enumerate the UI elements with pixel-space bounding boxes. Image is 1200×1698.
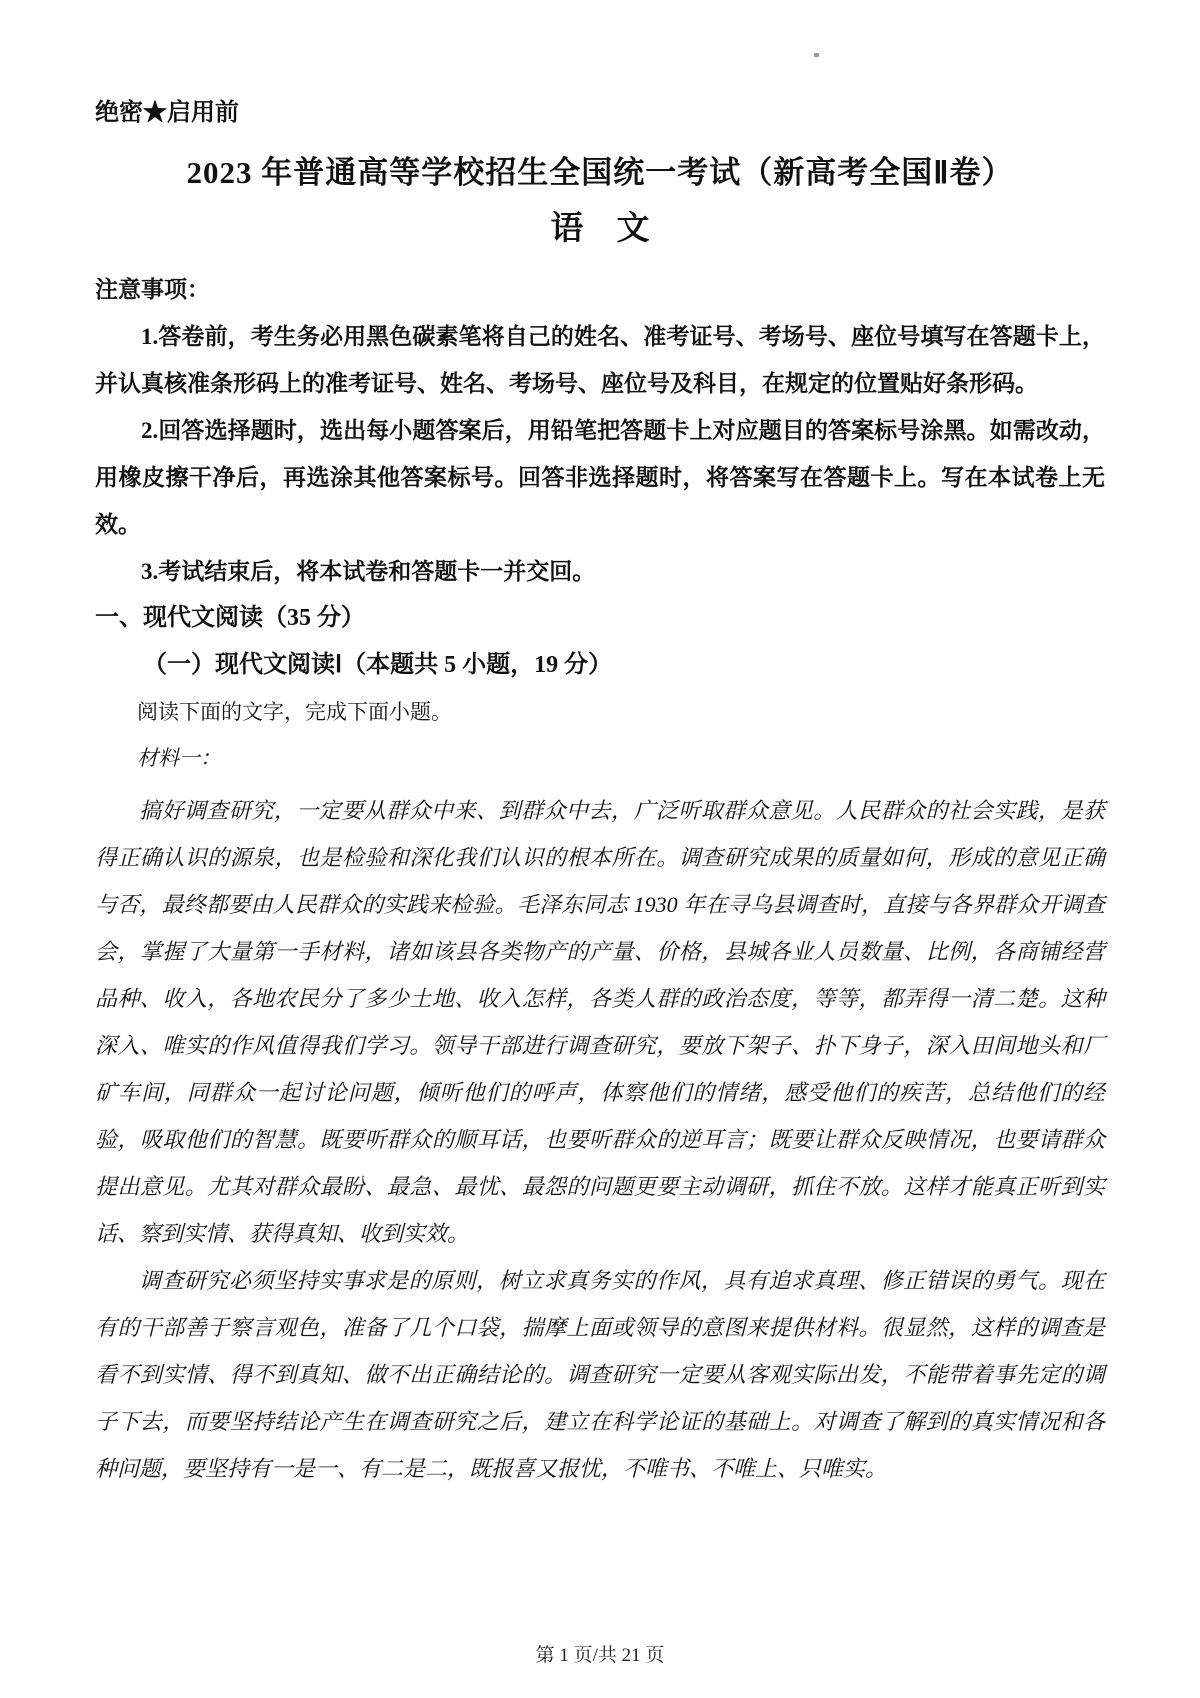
notice-heading: 注意事项： — [95, 277, 210, 302]
material-paragraph-1: 搞好调查研究，一定要从群众中来、到群众中去，广泛听取群众意见。人民群众的社会实践，是获得正确认识的源泉，也是检验和深化我们认识的根本所在。调查研究成果的质量如何，形成的意见正确与否，最终都要由人民群众的实践来检验。毛泽东同志 1930 年在寻乌县调查时，直接与各界群众开调查会，掌握了大量第一手材料，诸如该县各类物产的产量、价格，县城各业人员数量、比例，各商铺经营品种、收入，各地农民分了多少土地、收入怎样，各类人群的政治态度，等等，都弄得一清二楚。这种深入、唯实的作风值得我们学习。领导干部进行调查研究，要放下架子、扑下身子，深入田间地头和厂矿车间，同群众一起讨论问题，倾听他们的呼声，体察他们的情绪，感受他们的疾苦，总结他们的经验，吸取他们的智慧。既要听群众的顺耳话，也要听群众的逆耳言；既要让群众反映情况，也要请群众提出意见。尤其对群众最盼、最急、最忧、最怨的问题更要主动调研，抓住不放。这样才能真正听到实话、察到实情、获得真知、收到实效。 — [95, 798, 1105, 1246]
notice-item-2: 2.回答选择题时，选出每小题答案后，用铅笔把答题卡上对应题目的答案标号涂黑。如需改动，用橡皮擦干净后，再选涂其他答案标号。回答非选择题时，将答案写在答题卡上。写在本试卷上无效。 — [95, 418, 1105, 537]
exam-title: 2023 年普通高等学校招生全国统一考试（新高考全国Ⅱ卷） — [186, 155, 1014, 190]
material-paragraph-2: 调查研究必须坚持实事求是的原则，树立求真务实的作风，具有追求真理、修正错误的勇气。现在有的干部善于察言观色，准备了几个口袋，揣摩上面或领导的意图来提供材料。很显然，这样的调查是看不到实情、得不到真知、做不出正确结论的。调查研究一定要从客观实际出发，不能带着事先定的调子下去，而要坚持结论产生在调查研究之后，建立在科学论证的基础上。对调查了解到的真实情况和各种问题，要坚持有一是一、有二是二，既报喜又报忧，不唯书、不唯上、只唯实。 — [95, 1268, 1105, 1481]
notice-item-3: 3.考试结束后，将本试卷和答题卡一并交回。 — [141, 559, 596, 584]
reading-instruction: 阅读下面的文字，完成下面小题。 — [137, 700, 452, 724]
section-heading-modern-reading: 一、现代文阅读（35 分） — [95, 605, 365, 631]
classification-label: 绝密★启用前 — [95, 100, 239, 126]
section-subheading-reading-1: （一）现代文阅读Ⅰ（本题共 5 小题，19 分） — [143, 652, 613, 678]
subject-title: 语 文 — [550, 211, 650, 247]
scan-artifact-dot — [814, 53, 819, 57]
page-number: 第 1 页/共 21 页 — [535, 1645, 665, 1666]
notice-section — [95, 266, 1105, 595]
notice-item-1: 1.答卷前，考生务必用黑色碳素笔将自己的姓名、准考证号、考场号、座位号填写在答题卡上，并认真核准条形码上的准考证号、姓名、考场号、座位号及科目，在规定的位置贴好条形码。 — [95, 324, 1105, 396]
material-one-label: 材料一： — [137, 746, 221, 770]
